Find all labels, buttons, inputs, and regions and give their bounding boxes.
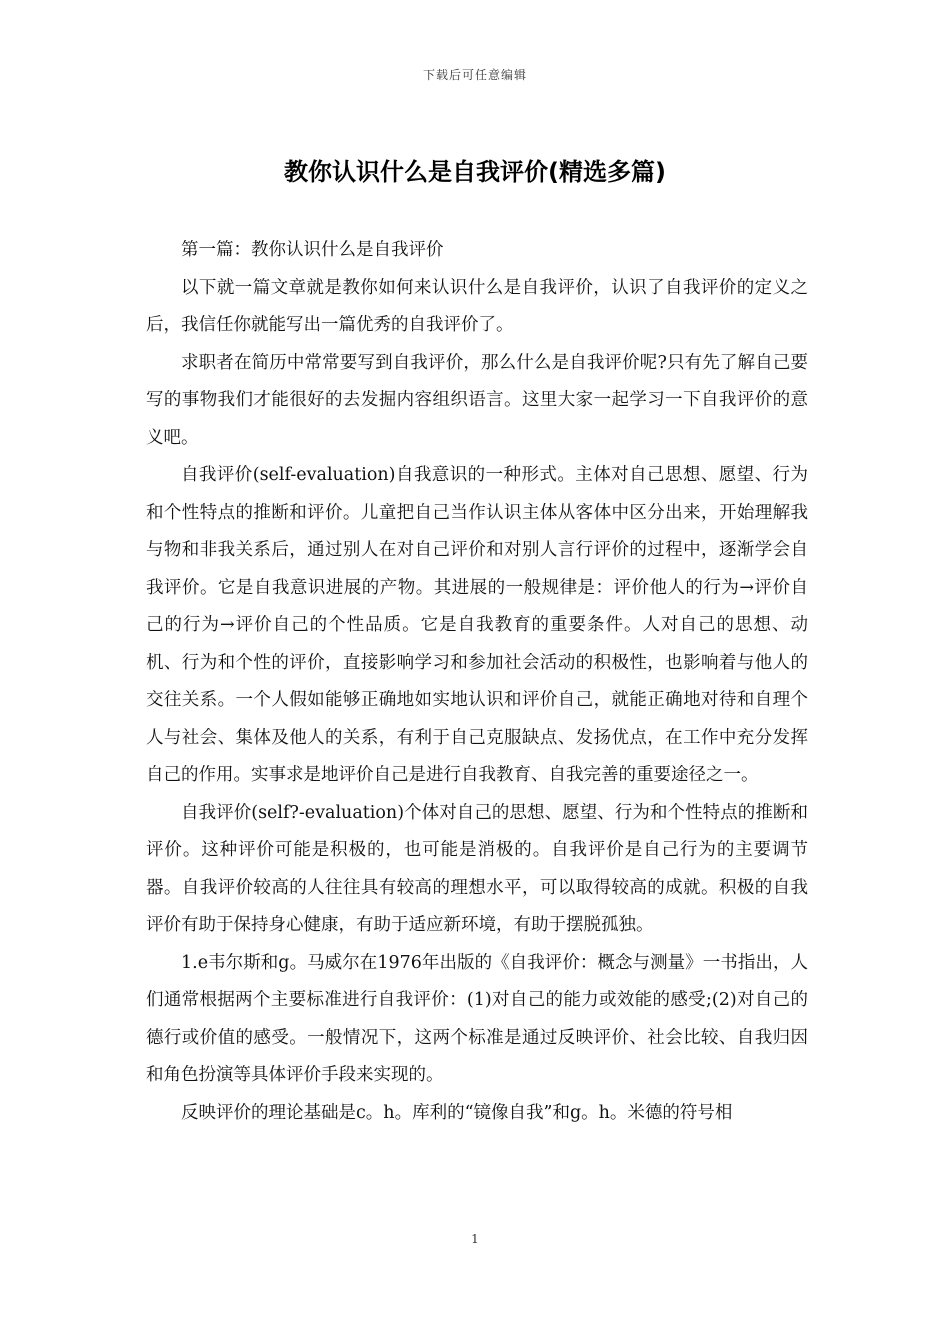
paragraph: 以下就一篇文章就是教你如何来认识什么是自我评价，认识了自我评价的定义之后，我信任你就能写出一篇优秀的自我评价了。 [146,277,808,335]
page-number: 1 [471,1232,479,1246]
header-note: 下载后可任意编辑 [422,68,527,82]
paragraph: 求职者在简历中常常要写到自我评价，那么什么是自我评价呢?只有先了解自己要写的事物我们才能很好的去发掘内容组织语言。这里大家一起学习一下自我评价的意义吧。 [146,352,808,448]
paragraph: 自我评价(self?-evaluation)个体对自己的思想、愿望、行为和个性特点的推断和评价。这种评价可能是积极的，也可能是消极的。自我评价是自己行为的主要调节器。自我评价较高的人往往具有较高的理想水平，可以取得较高的成就。积极的自我评价有助于保持身心健康，有助于适应新环境，有助于摆脱孤独。 [146,802,808,935]
document-title: 教你认识什么是自我评价(精选多篇) [284,158,666,186]
paragraph: 1.e韦尔斯和g。马威尔在1976年出版的《自我评价：概念与测量》一书指出，人们通常根据两个主要标准进行自我评价：(1)对自己的能力或效能的感受;(2)对自己的德行或价值的感受。一般情况下，这两个标准是通过反映评价、社会比较、自我归因和角色扮演等具体评价手段来实现的。 [146,952,808,1085]
section-heading: 第一篇：教你认识什么是自我评价 [181,240,444,260]
paragraph: 反映评价的理论基础是c。h。库利的“镜像自我”和g。h。米德的符号相 [181,1102,733,1123]
document-body [146,232,808,1132]
paragraph: 自我评价(self-evaluation)自我意识的一种形式。主体对自己思想、愿望、行为和个性特点的推断和评价。儿童把自己当作认识主体从客体中区分出来，开始理解我与物和非我关系后，通过别人在对自己评价和对别人言行评价的过程中，逐渐学会自我评价。它是自我意识进展的产物。其进展的一般规律是：评价他人的行为→评价自己的行为→评价自己的个性品质。它是自我教育的重要条件。人对自己的思想、动机、行为和个性的评价，直接影响学习和参加社会活动的积极性，也影响着与他人的交往关系。一个人假如能够正确地如实地认识和评价自己，就能正确地对待和自理个人与社会、集体及他人的关系，有利于自己克服缺点、发扬优点，在工作中充分发挥自己的作用。实事求是地评价自己是进行自我教育、自我完善的重要途径之一。 [146,465,808,785]
